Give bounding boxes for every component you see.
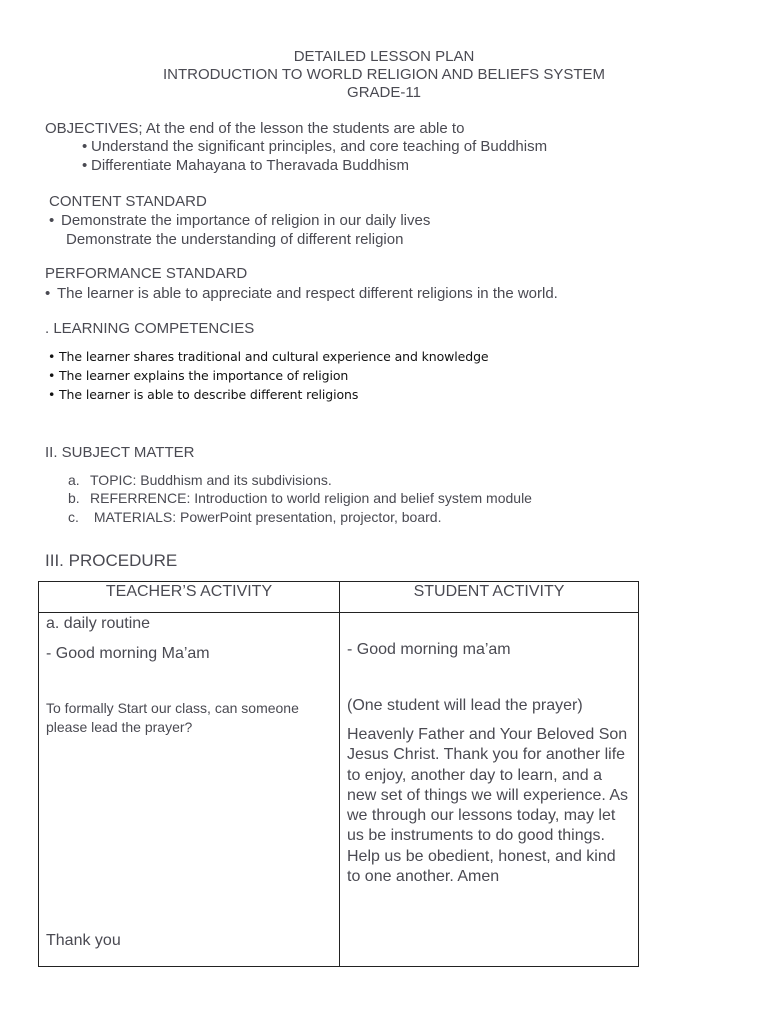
learning-competencies-heading: . LEARNING COMPETENCIES <box>45 320 255 337</box>
objective-item-text: Understand the significant principles, and core teaching of Buddhism <box>91 138 548 155</box>
bullet-icon: • <box>49 212 55 229</box>
bullet-icon: • <box>45 285 51 302</box>
objective-item-text: Differentiate Mahayana to Theravada Buddhism <box>91 157 409 174</box>
bullet-icon: • <box>48 349 56 364</box>
teacher-greeting: - Good morning Ma’am <box>46 645 210 662</box>
performance-standard-item: The learner is able to appreciate and respect different religions in the world. <box>57 285 558 302</box>
list-marker: b. <box>68 490 80 506</box>
doc-subtitle: INTRODUCTION TO WORLD RELIGION AND BELIEFS SYSTEM <box>162 66 605 83</box>
procedure-table <box>38 581 639 967</box>
subject-materials: MATERIALS: PowerPoint presentation, projector, board. <box>90 509 442 525</box>
procedure-heading: III. PROCEDURE <box>45 551 178 570</box>
prayer-note: (One student will lead the prayer) <box>347 697 583 714</box>
doc-title: DETAILED LESSON PLAN <box>293 48 475 65</box>
student-activity-header: STUDENT ACTIVITY <box>340 582 639 613</box>
content-standard-item: Demonstrate the understanding of different religion <box>66 231 404 248</box>
content-standard-heading: CONTENT STANDARD <box>49 193 207 210</box>
subject-reference: REFERRENCE: Introduction to world religion and belief system module <box>90 490 532 506</box>
student-greeting: - Good morning ma’am <box>347 641 511 658</box>
prayer-request: To formally Start our class, can someone <box>46 700 299 716</box>
objective-item <box>82 137 90 156</box>
bullet-icon: • <box>82 157 88 174</box>
list-marker: a. <box>68 472 80 488</box>
list-marker: c. <box>68 509 79 525</box>
daily-routine-label: a. daily routine <box>46 615 151 632</box>
prayer-request: please lead the prayer? <box>46 719 193 735</box>
student-activity-cell <box>340 613 639 967</box>
performance-standard-heading: PERFORMANCE STANDARD <box>45 265 248 282</box>
bullet-icon: • <box>48 368 56 383</box>
objectives-heading: OBJECTIVES; At the end of the lesson the students are able to <box>45 120 465 137</box>
competency-item: The learner shares traditional and cultural experience and knowledge <box>59 349 489 364</box>
content-standard-item: Demonstrate the importance of religion in our daily lives <box>61 212 431 229</box>
subject-matter-heading: II. SUBJECT MATTER <box>45 444 195 461</box>
bullet-icon: • <box>82 138 88 155</box>
teacher-thanks: Thank you <box>46 932 121 949</box>
subject-topic: TOPIC: Buddhism and its subdivisions. <box>90 472 332 488</box>
teacher-activity-header: TEACHER’S ACTIVITY <box>39 582 340 613</box>
competency-item: The learner explains the importance of religion <box>59 368 349 383</box>
competency-item: The learner is able to describe different religions <box>59 387 359 402</box>
bullet-icon: • <box>48 387 56 402</box>
teacher-activity-cell <box>39 613 340 967</box>
doc-grade: GRADE-11 <box>347 84 421 101</box>
student-prayer: Heavenly Father and Your Beloved Son Jesus Christ. Thank you for another life to enjoy, another day to learn, and a new set of things we will experience. As we through our lessons today, may let us be instruments to do good things. Help us be obedient, honest, and kind to one another. Amen <box>347 726 629 886</box>
